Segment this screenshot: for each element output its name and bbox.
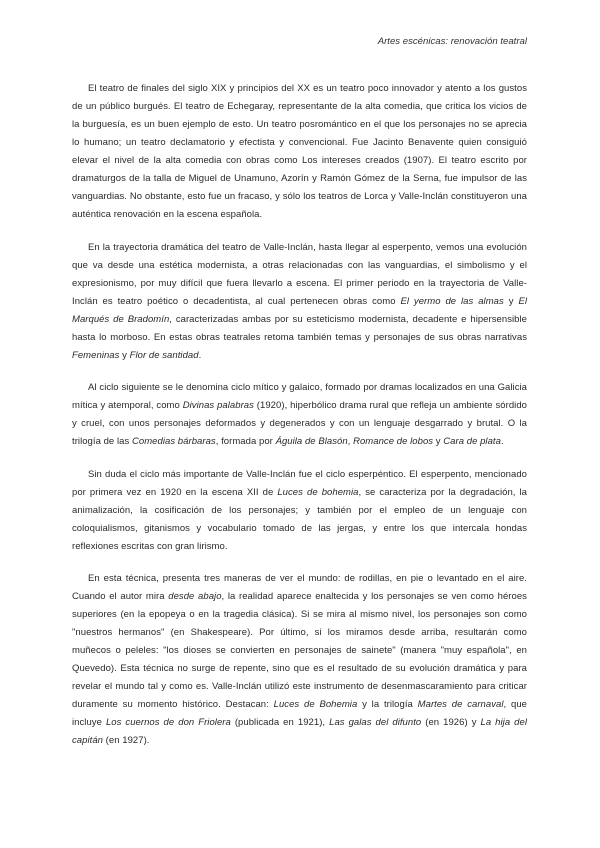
paragraph-3 bbox=[72, 379, 527, 451]
italic-title-text: desde abajo bbox=[168, 591, 222, 602]
italic-title-text: Romance de lobos bbox=[353, 436, 434, 447]
text-run: Al ciclo siguiente se le denomina ciclo mítico y galaico, formado por dramas localizados en una Galicia mítica y atemporal, como bbox=[72, 382, 527, 411]
italic-title-text: Divinas palabras bbox=[182, 400, 254, 411]
running-header: Artes escénicas: renovación teatral bbox=[377, 36, 527, 47]
body-text bbox=[72, 80, 527, 765]
text-run: y bbox=[503, 295, 519, 307]
italic-title-text: Luces de bohemia bbox=[277, 486, 359, 498]
italic-title-text: El Marqués de Bradomín bbox=[72, 295, 527, 325]
italic-title-text: Comedias bárbaras bbox=[131, 436, 216, 447]
italic-title-text: Luces de Bohemia bbox=[273, 699, 358, 710]
text-run: , bbox=[347, 436, 354, 447]
text-run: , formada por bbox=[215, 436, 276, 447]
text-run: (publicada en 1921), bbox=[230, 717, 330, 728]
italic-title-text: Águila de Blasón bbox=[275, 436, 348, 447]
text-run: y bbox=[119, 349, 130, 361]
text-run: Sin duda el ciclo más importante de Valle-Inclán fue el ciclo esperpéntico. El esperpento, mencionado por primera vez en 1920 en la escena XII de bbox=[72, 468, 527, 498]
italic-title-text: Flor de santidad bbox=[129, 349, 199, 361]
paragraph-4 bbox=[72, 466, 527, 556]
text-run: , se caracteriza por la degradación, la animalización, la cosificación de los personajes; y también por el empleo de un lenguaje con coloquialismos, gitanismos y vocabulario tomado de las jergas, y entre los que intercala hondas reflexiones escritas con gran lirismo. bbox=[72, 486, 527, 552]
text-run: (1920), hiperbólico drama rural que refleja un ambiente sórdido y cruel, con unos personajes deformados y degenerados y con un lenguaje desgarrado y brutal. O la trilogía de las bbox=[72, 400, 527, 447]
text-run: En la trayectoria dramática del teatro de Valle-Inclán, hasta llegar al esperpento, vemos una evolución que va desde una estética modernista, a otras relacionadas con las vanguardias, el simbolismo y el expresionismo, por muy difícil que fuera llevarlo a escena. El primer periodo en la trayectoria de Valle-Inclán es teatro poético o decadentista, al cual pertenecen obras como bbox=[72, 241, 527, 307]
italic-title-text: Los cuernos de don Friolera bbox=[105, 717, 231, 728]
text-run: El teatro de finales del siglo XIX y principios del XX es un teatro poco innovador y atento a los gustos de un público burgués. El teatro de Echegaray, representante de la alta comedia, que critica los vicios de la burguesía, es un buen ejemplo de esto. Un teatro posromántico en el que los personajes no se aprecia lo humano; un teatro declamatorio y efectista y convencional. Fue Jacinto Benavente quien consiguió elevar el nivel de la alta comedia con obras como Los intereses creados (1907). El teatro escrito por dramaturgos de la talla de Miguel de Unamuno, Azorín y Ramón Gómez de la Serna, fue impulsor de las vanguardias. No obstante, esto fue un fracaso, y sólo los teatros de Lorca y Valle-Inclán constituyeron una auténtica renovación en la escena española. bbox=[72, 83, 527, 220]
text-run: (en 1926) y bbox=[421, 717, 481, 728]
text-run: y bbox=[433, 436, 444, 447]
italic-title-text: Cara de plata bbox=[443, 436, 501, 447]
text-run: En esta técnica, presenta tres maneras de ver el mundo: de rodillas, en pie o levantado en el aire. Cuando el autor mira bbox=[72, 573, 527, 602]
text-run: . bbox=[500, 436, 504, 447]
text-run: . bbox=[198, 349, 202, 361]
text-run: y la trilogía bbox=[357, 699, 418, 710]
paragraph-2 bbox=[72, 239, 527, 365]
italic-title-text: La hija del capitán bbox=[72, 717, 527, 746]
italic-title-text: El yermo de las almas bbox=[400, 295, 504, 307]
italic-title-text: Las galas del difunto bbox=[329, 717, 422, 728]
text-run: , la realidad aparece enaltecida y los personajes se ven como héroes superiores (en la epopeya o en la tragedia clásica). Si se mira al mismo nivel, los personajes son como "nuestros hermanos" (en Shakespeare). Por último, si los miramos desde arriba, resultarán como muñecos o peleles: "los dioses se convierten en personajes de sainete" (manera "muy española", en Quevedo). Esta técnica no surge de repente, sino que es el resultado de su evolución dramática y para revelar el mundo tal y como es. Valle-Inclán utilizó este instrumento de desenmascaramiento para criticar duramente su momento histórico. Destacan: bbox=[72, 591, 527, 710]
paragraph-1 bbox=[72, 80, 527, 224]
text-run: , que incluye bbox=[72, 699, 527, 728]
italic-title-text: Femeninas bbox=[72, 349, 120, 361]
text-run: (en 1927). bbox=[102, 735, 150, 746]
paragraph-5 bbox=[72, 570, 527, 750]
text-run: , caracterizadas ambas por su esteticismo modernista, decadente e hipersensible hasta lo morboso. En estas obras teatrales retoma también temas y personajes de sus obras narrativas bbox=[72, 313, 527, 343]
italic-title-text: Martes de carnaval bbox=[417, 699, 504, 710]
